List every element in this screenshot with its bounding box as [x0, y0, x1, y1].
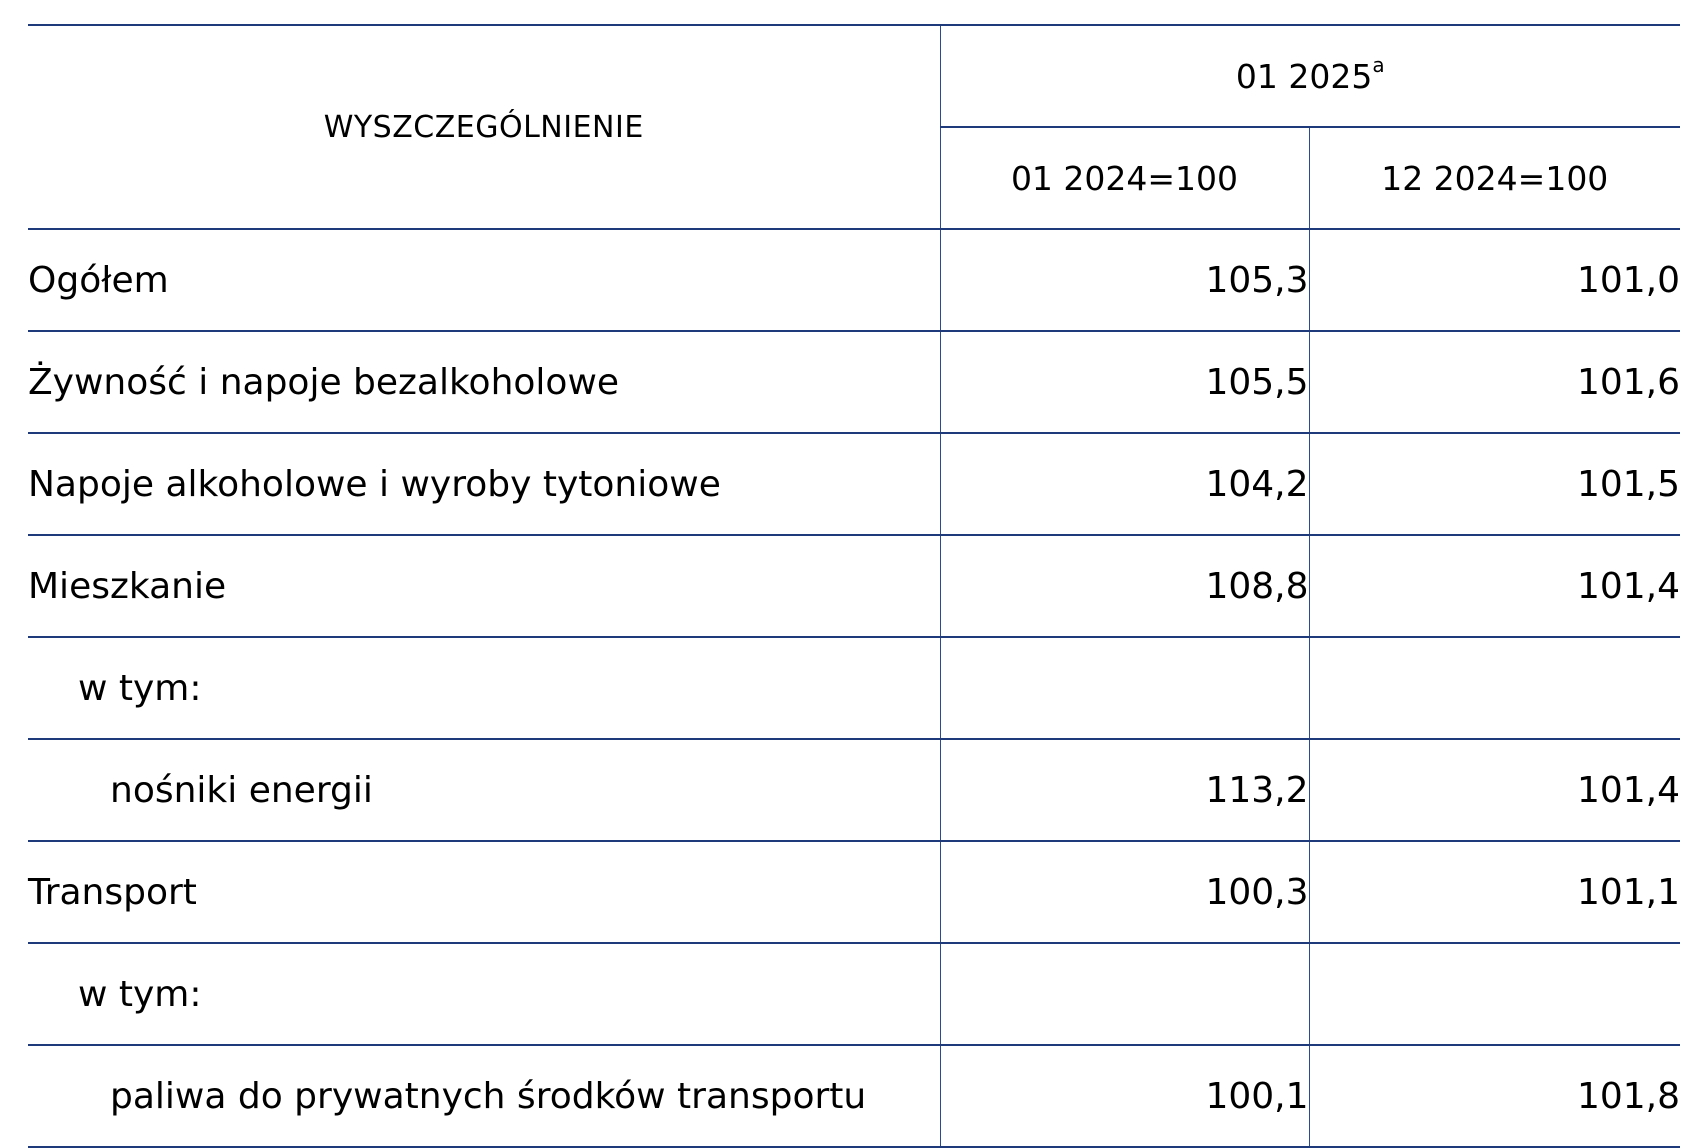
row-value-mom: 101,4 [1309, 535, 1680, 637]
table-row [28, 433, 1680, 535]
row-label: nośniki energii [28, 739, 940, 841]
row-label: w tym: [28, 637, 940, 739]
table-row [28, 841, 1680, 943]
header-specification [28, 25, 940, 229]
row-value-yoy: 113,2 [940, 739, 1309, 841]
table-row [28, 331, 1680, 433]
row-value-yoy: 108,8 [940, 535, 1309, 637]
header-period-footnote: a [1372, 52, 1385, 77]
table-row [28, 1045, 1680, 1147]
row-label: Mieszkanie [28, 535, 940, 637]
header-yoy: 01 2024=100 [940, 127, 1309, 229]
row-label: paliwa do prywatnych środków transportu [28, 1045, 940, 1147]
table-row [28, 637, 1680, 739]
row-value-yoy: 105,3 [940, 229, 1309, 331]
row-value-mom: 101,5 [1309, 433, 1680, 535]
row-value-mom: 101,6 [1309, 331, 1680, 433]
row-value-yoy: 105,5 [940, 331, 1309, 433]
table-row [28, 943, 1680, 1045]
row-value-mom: 101,1 [1309, 841, 1680, 943]
row-label: Transport [28, 841, 940, 943]
row-value-mom: 101,4 [1309, 739, 1680, 841]
row-value-mom: 101,8 [1309, 1045, 1680, 1147]
row-label: Napoje alkoholowe i wyroby tytoniowe [28, 433, 940, 535]
table-row [28, 739, 1680, 841]
row-label: Żywność i napoje bezalkoholowe [28, 331, 940, 433]
row-value-yoy [940, 943, 1309, 1045]
row-value-mom: 101,0 [1309, 229, 1680, 331]
row-label: w tym: [28, 943, 940, 1045]
header-specification-label: WYSZCZEGÓLNIENIE [323, 109, 644, 145]
row-value-mom [1309, 637, 1680, 739]
header-mom: 12 2024=100 [1309, 127, 1680, 229]
table-row [28, 535, 1680, 637]
row-label: Ogółem [28, 229, 940, 331]
header-period [940, 25, 1680, 127]
price-index-table [28, 24, 1680, 1148]
row-value-yoy [940, 637, 1309, 739]
row-value-mom [1309, 943, 1680, 1045]
row-value-yoy: 100,3 [940, 841, 1309, 943]
table-row [28, 229, 1680, 331]
row-value-yoy: 100,1 [940, 1045, 1309, 1147]
header-period-label: 01 2025 [1235, 56, 1373, 96]
row-value-yoy: 104,2 [940, 433, 1309, 535]
